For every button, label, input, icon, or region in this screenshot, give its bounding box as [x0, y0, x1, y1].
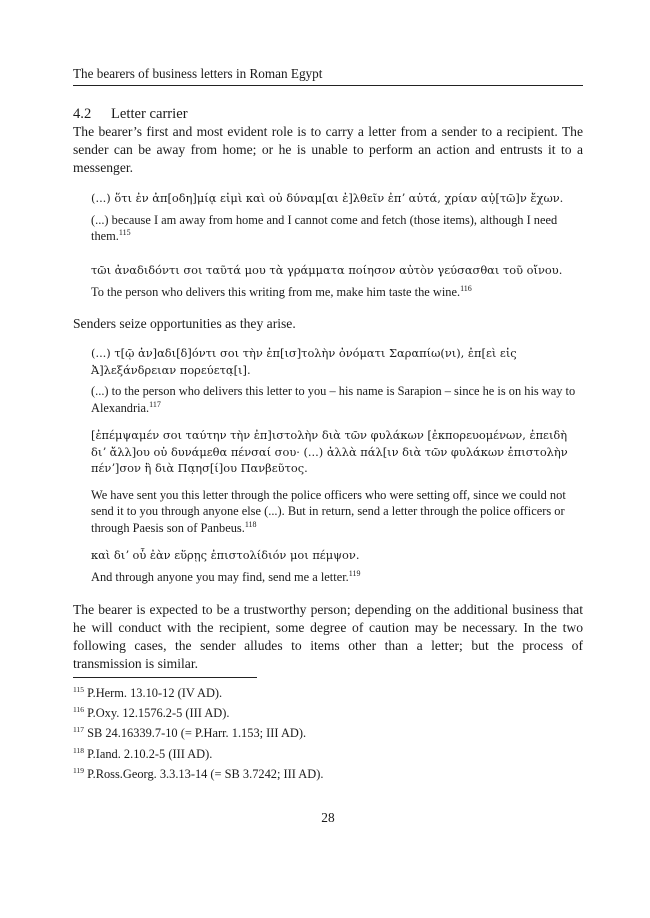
footnote-ref: 119 [348, 568, 361, 578]
quote-3 [91, 345, 579, 416]
quote-4 [91, 427, 579, 536]
footnote-ref: 117 [149, 399, 161, 409]
translation-text: To the person who delivers this writing from me, make him taste the wine. [91, 284, 461, 299]
footnote-number: 118 [73, 745, 84, 755]
section-heading [73, 106, 188, 123]
quote-2 [91, 262, 579, 300]
footnote-ref: 115 [118, 227, 131, 237]
quote-translation [91, 284, 579, 301]
footnote-divider [73, 677, 257, 678]
quote-translation [91, 212, 579, 245]
quote-5 [91, 547, 579, 585]
section-title: Letter carrier [111, 106, 188, 122]
footnote [73, 703, 583, 723]
quote-greek: τῶι ἀναδιδόντι σοι ταῦτά μου τὰ γράμματα ποίησον αὐτὸν γεύσασθαι τοῦ οἴνου. [91, 263, 563, 277]
quote-translation [91, 487, 579, 537]
footnote-number: 119 [73, 765, 84, 775]
footnote-text: P.Ross.Georg. 3.3.13-14 (= SB 3.7242; III AD). [87, 766, 324, 781]
footnote-number: 115 [73, 684, 84, 694]
quote-greek: [ἐπέμψαμέν σοι ταύτην τὴν ἐπ]ιστολὴν διὰ τῶν φυλάκων [ἐκπορευομένων, ἐπειδὴ διʼ ἄλλ]ου οὐ δυνάμεθα πένσαί σου· (...) ἀλλὰ πάλ[ιν διὰ τῶν φυλάκων ἐπιστολὴν πένʼ]σον ἢ διὰ Πα̣ησ[ί]ου Πανβεῦτος. [91, 428, 568, 475]
paragraph-bearer: The bearer is expected to be a trustworthy person; depending on the additional business that he will conduct with the recipient, some degree of caution may be necessary. In the two following cases, the sender alludes to items other than a letter; but the process of transmission is similar. [73, 602, 583, 671]
footnote-text: P.Iand. 2.10.2-5 (III AD). [87, 746, 213, 761]
footnote-number: 116 [73, 705, 84, 715]
page-number: 28 [321, 810, 335, 825]
translation-text: And through anyone you may find, send me a letter. [91, 569, 349, 584]
footnote-text: SB 24.16339.7-10 (= P.Harr. 1.153; III AD). [87, 726, 307, 741]
footnote-text: P.Oxy. 12.1576.2-5 (III AD). [87, 706, 230, 721]
footnote [73, 683, 583, 703]
section-number: 4.2 [73, 106, 92, 122]
quote-1 [91, 190, 579, 245]
footnote-ref: 116 [460, 283, 472, 293]
quote-translation [91, 569, 579, 586]
footnote [73, 723, 583, 743]
footnote [73, 744, 583, 764]
footnotes [73, 683, 583, 784]
running-head: The bearers of business letters in Roman Egypt [73, 66, 583, 86]
quote-greek: (...) ὅτι ἐν ἀπ[οδη]μίᾳ εἰμὶ καὶ οὐ δύναμ[αι ἐ]λθεῖν ἐπʼ αὐτά, χρίαν αὐ̣[τῶ]ν ἔχων. [91, 191, 564, 205]
quote-greek: (...) τ[ῷ ἀν]αδι[δ]όντι σοι τὴν ἐπ[ισ]τολὴν ὀνόματι Σαραπίω(νι), ἐπ[εὶ εἰς Ἀ]λεξάνδρειαν πορεύετα̣[ι]. [91, 346, 517, 377]
translation-text: We have sent you this letter through the police officers who were setting off, since we could not send it to you through anyone else (...). But in return, send a letter through the police officers or through Paesis son of Panbeus. [91, 487, 566, 535]
footnote-ref: 118 [244, 519, 257, 529]
quote-greek: καὶ διʼ οὗ ἐὰν εὕρῃς ἐπιστολίδιόν μοι πέμψον. [91, 548, 360, 562]
paragraph-senders: Senders seize opportunities as they arise. [73, 316, 296, 331]
translation-text: (...) because I am away from home and I cannot come and fetch (those items), although I need them. [91, 212, 558, 243]
footnote-number: 117 [73, 725, 84, 735]
footnote-text: P.Herm. 13.10-12 (IV AD). [87, 686, 223, 700]
footnote [73, 764, 583, 784]
quote-translation [91, 383, 579, 416]
translation-text: (...) to the person who delivers this letter to you – his name is Sarapion – since he is on his way to Alexandria. [91, 384, 576, 415]
paragraph-intro: The bearer’s first and most evident role is to carry a letter from a sender to a recipient. The sender can be away from home; or he is unable to perform an action and entrusts it to a messenger. [73, 124, 583, 175]
